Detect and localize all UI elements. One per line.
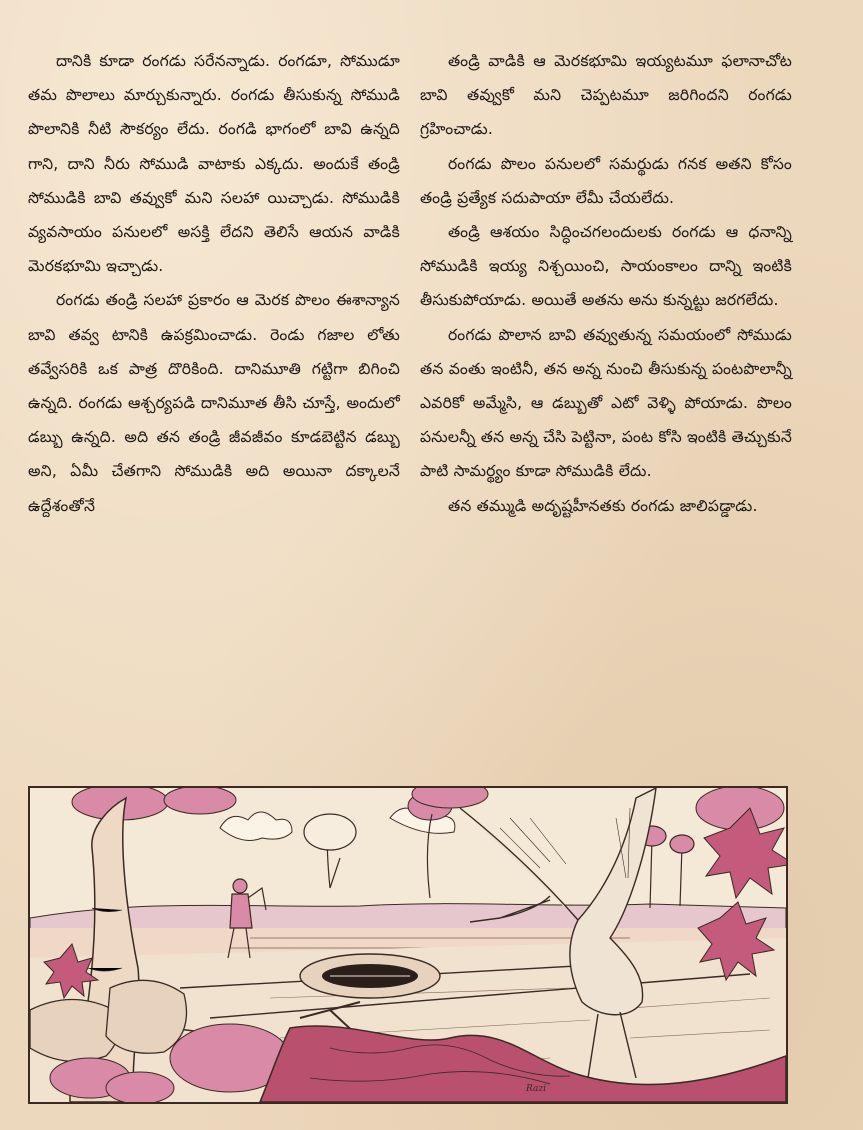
illustration-art bbox=[30, 788, 786, 1102]
paragraph: రంగడు తండ్రి సలహా ప్రకారం ఆ మెరక పొలం ఈశాన్యాన బావి తవ్వ టానికి ఉపక్రమించాడు. రెండు గజాల లోతు తవ్వేసరికి ఒక పాత్ర దొరికింది. దానిమూతి గట్టిగా బిగించి ఉన్నది. రంగడు ఆశ్చర్యపడి దానిమూత తీసి చూస్తే, అందులో డబ్బు ఉన్నది. అది తన తండ్రి జీవజీవం కూడబెట్టిన డబ్బు అని, ఏమీ చేతగాని సోముడికి అది అయినా దక్కాలనే ఉద్దేశంతోనే bbox=[28, 291, 400, 515]
paragraph: దానికి కూడా రంగడు సరేనన్నాడు. రంగడూ, సోముడూ తమ పొలాలు మార్చుకున్నారు. రంగడు తీసుకున్న సోముడి పొలానికి నీటి సౌకర్యం లేదు. రంగడి భాగంలో బావి ఉన్నది గాని, దాని నీరు సోముడి వాటాకు ఎక్కదు. అందుకే తండ్రి సోముడికి బావి తవ్వుకో మని సలహా యిచ్చాడు. సోముడికి వ్యవసాయం పనులలో అసక్తి లేదని తెలిసే ఆయన వాడికి మెరకభూమి ఇచ్చాడు. bbox=[28, 52, 400, 276]
right-text-column bbox=[420, 44, 792, 523]
paragraph: తన తమ్ముడి అదృష్టహీనతకు రంగడు జాలిపడ్డాడు. bbox=[448, 496, 758, 515]
paragraph: రంగడు పొలం పనులలో సమర్థుడు గనక అతని కోసం తండ్రి ప్రత్యేక సదుపాయా లేమీ చేయలేదు. bbox=[420, 154, 792, 207]
paragraph: రంగడు పొలాన బావి తవ్వుతున్న సమయంలో సోముడు తన వంతు ఇంటినీ, తన అన్న నుంచి తీసుకున్న పంటపొలాన్నీ ఎవరికో అమ్మేసి, ఆ డబ్బుతో ఎటో వెళ్ళి పోయాడు. పొలం పనులన్నీ తన అన్న చేసి పెట్టినా, పంట కోసి ఇంటికి తెచ్చుకునే పాటి సామర్థ్యం కూడా సోముడికి లేదు. bbox=[420, 325, 792, 481]
story-illustration bbox=[28, 786, 788, 1104]
paragraph: తండ్రి ఆశయం సిద్ధించగలందులకు రంగడు ఆ ధనాన్ని సోముడికి ఇయ్య నిశ్చయించి, సాయంకాలం దాన్ని ఇంటికి తీసుకుపోయాడు. అయితే అతను అను కున్నట్టు జరగలేదు. bbox=[420, 223, 792, 310]
left-text-column bbox=[28, 44, 400, 523]
paragraph: తండ్రి వాడికి ఆ మెరకభూమి ఇయ్యటమూ ఫలానాచోట బావి తవ్వుకో మని చెప్పటమూ జరిగిందని రంగడు గ్రహించాడు. bbox=[420, 52, 792, 139]
artist-signature: Razi bbox=[526, 1084, 546, 1094]
